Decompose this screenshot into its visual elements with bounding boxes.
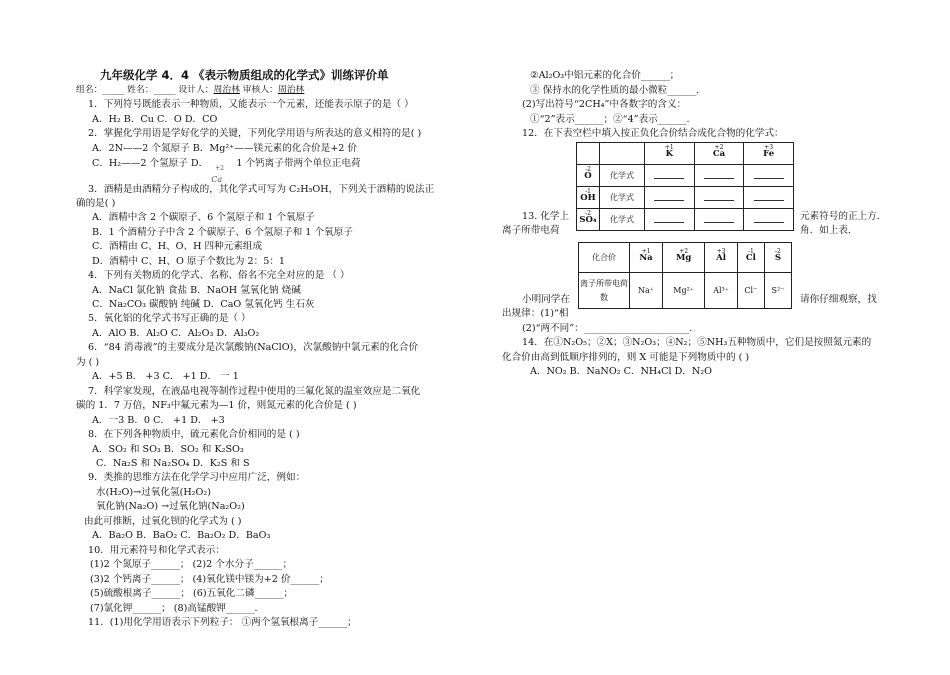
- ion-charge-cell: S²⁻: [764, 273, 791, 309]
- table-corner: [577, 143, 600, 165]
- answer-cell[interactable]: [694, 165, 744, 187]
- designer-name: 周治林: [213, 85, 240, 95]
- question-7-options: A．一3 B．0 C． +1 D． +3: [92, 415, 225, 426]
- worksheet-meta: [76, 83, 304, 98]
- question-5-options: A．AlO B．Al₂O C．Al₂O₃ D．Al₃O₂: [92, 328, 260, 339]
- question-13-line-3-start: 小明同学在: [522, 294, 570, 305]
- question-14-options: A．NO₂ B．NaNO₂ C．NH₄Cl D．N₂O: [530, 366, 712, 377]
- question-12: 12．在下表空栏中填入按正负化合价结合成化合物的化学式：: [522, 128, 784, 139]
- anion-symbol: O: [584, 170, 592, 181]
- ion-valence: -2: [775, 247, 781, 255]
- anion-valence: -2: [585, 209, 591, 217]
- cation-symbol: Ca: [712, 148, 726, 159]
- ion-valence-cell: [764, 243, 791, 273]
- question-8: 8．在下列各种物质中，硫元素化合价相同的是 ( ): [88, 429, 300, 440]
- anion-symbol: OH: [580, 192, 596, 203]
- question-5: 5．氧化铝的化学式书写正确的是（ ）: [88, 313, 251, 324]
- anion-valence: -2: [585, 165, 591, 173]
- ion-symbol: S: [774, 252, 782, 263]
- question-2: 2．掌握化学用语是学好化学的关键，下列化学用语与所表达的意义相符的是( ): [88, 128, 422, 139]
- question-3-option-d: D．酒精中 C、H、O 原子个数比为 2：5：1: [92, 256, 286, 267]
- cation-cell: [694, 143, 744, 165]
- table-corner-2: [600, 143, 645, 165]
- answer-cell[interactable]: [645, 187, 695, 209]
- row-label: 离子所带电荷数: [579, 273, 630, 309]
- valence-value: +2: [215, 165, 225, 172]
- ion-valence-cell: [630, 243, 663, 273]
- anion-cell: [577, 187, 600, 209]
- ion-charge-cell: Mg²⁺: [663, 273, 705, 309]
- question-9-example-1: 水(H₂O)→过氧化氢(H₂O₂): [96, 487, 211, 498]
- answer-cell[interactable]: [744, 165, 794, 187]
- question-4-option-ab: A．NaCl 氯化钠 食盐 B．NaOH 氢氧化钠 烧碱: [92, 285, 301, 296]
- question-4-option-cd: C．Na₂CO₃ 碳酸钠 纯碱 D．CaO 氢氧化钙 生石灰: [92, 299, 315, 310]
- question-7-cont: 碳的 1．7 万倍，NF₃中氟元素为—1 价，则氮元素的化合价是 ( ): [76, 400, 357, 411]
- row-label: 化学式: [600, 165, 645, 187]
- question-3-option-b: B．1 个酒精分子中含 2 个碳原子、6 个氢原子和 1 个氧原子: [92, 227, 353, 238]
- question-13-line-2-start: 离子所带电荷: [502, 225, 560, 236]
- question-14-cont: 化合价由高到低顺序排列的，则 X 可能是下列物质中的 ( ): [502, 352, 750, 363]
- question-14: 14．在①N₂O₅；②X；③N₂O₃；④N₂；⑤NH₃五种物质中，它们是按照氮元素的: [522, 337, 872, 348]
- question-10-row-4: (7)氯化钾______； (8)高锰酸钾______．: [90, 603, 265, 614]
- question-2-option-d: 1 个钙离子带两个单位正电荷: [236, 158, 361, 169]
- ion-charge-table: [578, 242, 792, 309]
- cation-valence: +1: [664, 143, 674, 151]
- row-label: 化学式: [600, 187, 645, 209]
- cation-symbol: K: [665, 148, 674, 159]
- question-13-end: 元素符号的正上方．: [800, 211, 887, 222]
- worksheet-title: 九年级化学 4．4 《表示物质组成的化学式》训练评价单: [100, 68, 389, 82]
- anion-symbol: SO₄: [579, 214, 597, 225]
- question-3-option-c: C．酒精由 C、H、O、H 四种元素组成: [92, 241, 263, 252]
- question-9-example-2: 氧化钠(Na₂O) →过氧化钠(Na₂O₂): [96, 501, 245, 512]
- question-9: 9．类推的思维方法在化学学习中应用广泛，例如：: [88, 472, 306, 483]
- question-11-section-2-blanks: ①“2”表示______；②“4”表示______.: [530, 114, 690, 125]
- answer-cell[interactable]: [694, 209, 744, 231]
- answer-cell[interactable]: [744, 209, 794, 231]
- ion-valence-cell: [737, 243, 764, 273]
- question-13-line-3-end: 请你仔细观察，找: [800, 294, 877, 305]
- anion-valence: -1: [585, 187, 591, 195]
- question-11-part-2: ②Al₂O₃中铝元素的化合价______；: [530, 70, 680, 81]
- ion-charge-cell: Cl⁻: [737, 273, 764, 309]
- question-6-options: A．+5 B． +3 C． +1 D． 一 1: [92, 371, 239, 382]
- question-11-section-2: (2)写出符号“2CH₄”中各数字的含义：: [522, 99, 687, 110]
- valence-symbol: Ca: [211, 175, 223, 184]
- meta-prefix: 组名：_____ 姓名：_____ 设计人：: [76, 85, 214, 95]
- question-13-rule-1: 出规律：(1)“相: [502, 308, 569, 319]
- question-2-option-ab: A．2N——2 个氮原子 B．Mg²⁺——镁元素的化合价是+2 价: [92, 143, 358, 154]
- question-10: 10．用元素符号和化学式表示：: [88, 545, 225, 556]
- question-9-prompt: 由此可推断，过氧化钡的化学式为 ( ): [84, 516, 242, 527]
- valence-table: [576, 142, 794, 231]
- ion-valence: +3: [716, 247, 726, 255]
- question-7: 7．科学家发现，在液晶电视等制作过程中使用的三氟化氮的温室效应是二氧化: [88, 386, 421, 397]
- anion-cell: [577, 209, 600, 231]
- row-label: 化合价: [579, 243, 630, 273]
- question-11-part-3: ③ 保持水的化学性质的最小微粒______.: [530, 85, 700, 96]
- ion-symbol: Mg: [675, 252, 692, 263]
- reviewer-label: 审核人：: [239, 85, 278, 95]
- answer-cell[interactable]: [645, 209, 695, 231]
- question-1: 1．下列符号既能表示一种物质，又能表示一个元素，还能表示原子的是（ ）: [88, 99, 414, 110]
- question-4: 4．下列有关物质的化学式、名称、俗名不完全对应的是 （ ）: [88, 270, 350, 281]
- question-10-row-1: (1)2 个氮原子______； (2)2 个水分子______；: [90, 559, 293, 570]
- question-13-rule-2: (2)“两不同”：______________________.: [522, 323, 693, 334]
- question-13-line-2-end: 角．如上表.: [800, 225, 852, 236]
- ion-symbol: Cl: [745, 252, 756, 263]
- anion-cell: [577, 165, 600, 187]
- answer-cell[interactable]: [645, 165, 695, 187]
- answer-cell[interactable]: [744, 187, 794, 209]
- ion-symbol: Na: [639, 252, 653, 263]
- question-13-start: 13. 化学上: [522, 211, 570, 222]
- row-label: 化学式: [600, 209, 645, 231]
- reviewer-name: 周治林: [277, 85, 305, 95]
- question-10-row-3: (5)硫酸根离子______； (6)五氧化二磷______；: [90, 588, 293, 599]
- question-11: 11．(1)用化学用语表示下列粒子： ①两个氢氧根离子______；: [88, 617, 357, 628]
- ion-symbol: Al: [716, 252, 726, 263]
- answer-cell[interactable]: [694, 187, 744, 209]
- question-9-options: A．Ba₂O B．BaO₂ C．Ba₂O₂ D．BaO₃: [92, 530, 271, 541]
- question-3-cont: 确的是( ): [76, 198, 116, 209]
- question-3-option-a: A．酒精中含 2 个碳原子、6 个氢原子和 1 个氧原子: [92, 212, 315, 223]
- ion-charge-cell: Na⁺: [630, 273, 663, 309]
- ion-valence-cell: [705, 243, 738, 273]
- question-6-cont: 为 ( ): [76, 357, 100, 368]
- cation-cell: [645, 143, 695, 165]
- cation-valence: +2: [714, 143, 724, 151]
- ion-valence: +1: [641, 247, 651, 255]
- question-3: 3．酒精是由酒精分子构成的，其化学式可写为 C₂H₅OH，下列关于酒精的说法正: [88, 184, 435, 195]
- ion-valence: -1: [747, 247, 754, 255]
- question-2-option-c: C．H₂——2 个氢原子 D．: [92, 158, 209, 169]
- cation-symbol: Fe: [763, 148, 775, 159]
- question-8-option-cd: C．Na₂S 和 Na₂SO₄ D．K₂S 和 S: [96, 458, 250, 469]
- question-10-row-2: (3)2 个钙离子______； (4)氧化镁中镁为+2 价______；: [90, 574, 329, 585]
- ion-valence: +2: [679, 247, 689, 255]
- question-6: 6．“84 消毒液”的主要成分是次氯酸钠(NaClO)，次氯酸钠中氯元素的化合价: [88, 342, 419, 353]
- ion-valence-cell: [663, 243, 705, 273]
- ion-charge-cell: Al³⁺: [705, 273, 738, 309]
- cation-valence: +3: [764, 143, 774, 151]
- cation-cell: [744, 143, 794, 165]
- question-8-option-ab: A．SO₂ 和 SO₃ B．SO₂ 和 K₂SO₃: [92, 444, 244, 455]
- question-2-option-cd: [80, 156, 361, 184]
- question-1-options: A．H₂ B．Cu C．O D．CO: [92, 114, 218, 125]
